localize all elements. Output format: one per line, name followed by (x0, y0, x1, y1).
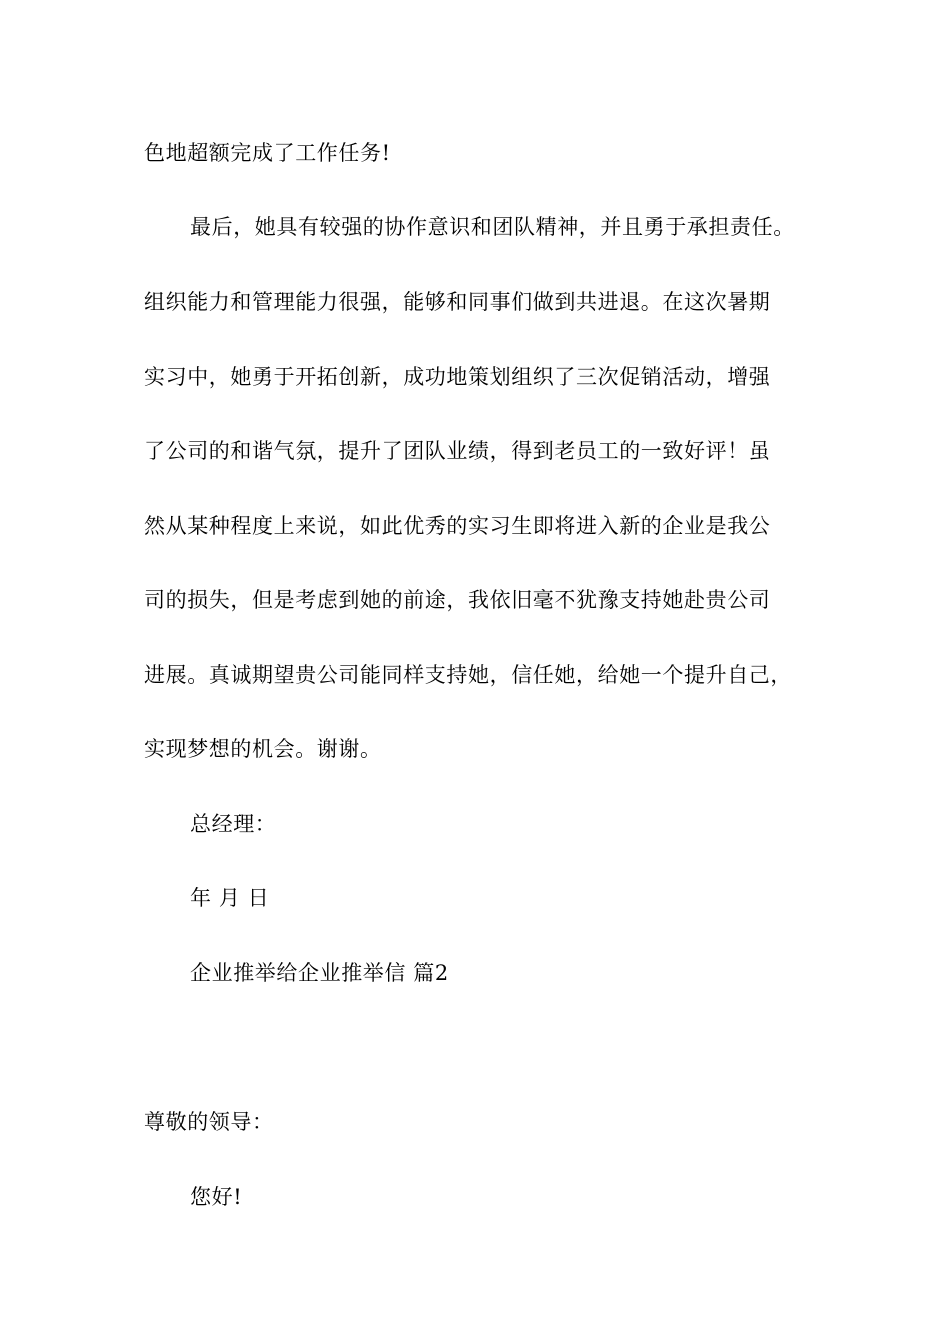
paragraph-line: 色地超额完成了工作任务! (144, 141, 391, 165)
date-line: 年 月 日 (190, 886, 270, 910)
paragraph-line: 组织能力和管理能力很强，能够和同事们做到共进退。在这次暑期 (144, 290, 771, 314)
signature-line: 总经理： (190, 812, 277, 836)
paragraph-line: 实习中，她勇于开拓创新，成功地策划组织了三次促销活动，增强 (144, 365, 771, 389)
section-title: 企业推举给企业推举信 篇2 (190, 961, 449, 985)
paragraph-line: 实现梦想的机会。谢谢。 (144, 737, 382, 761)
paragraph-line: 然从某种程度上来说，如此优秀的实习生即将进入新的企业是我公 (144, 514, 771, 538)
paragraph-line: 最后，她具有较强的协作意识和团队精神，并且勇于承担责任。 (190, 215, 795, 239)
greeting: 您好! (190, 1185, 243, 1209)
paragraph-line: 司的损失，但是考虑到她的前途，我依旧毫不犹豫支持她赴贵公司 (144, 588, 771, 612)
salutation: 尊敬的领导： (144, 1110, 274, 1134)
paragraph-line: 进展。真诚期望贵公司能同样支持她，信任她，给她一个提升自己， (144, 663, 792, 687)
paragraph-line: 了公司的和谐气氛，提升了团队业绩，得到老员工的一致好评！虽 (144, 439, 771, 463)
